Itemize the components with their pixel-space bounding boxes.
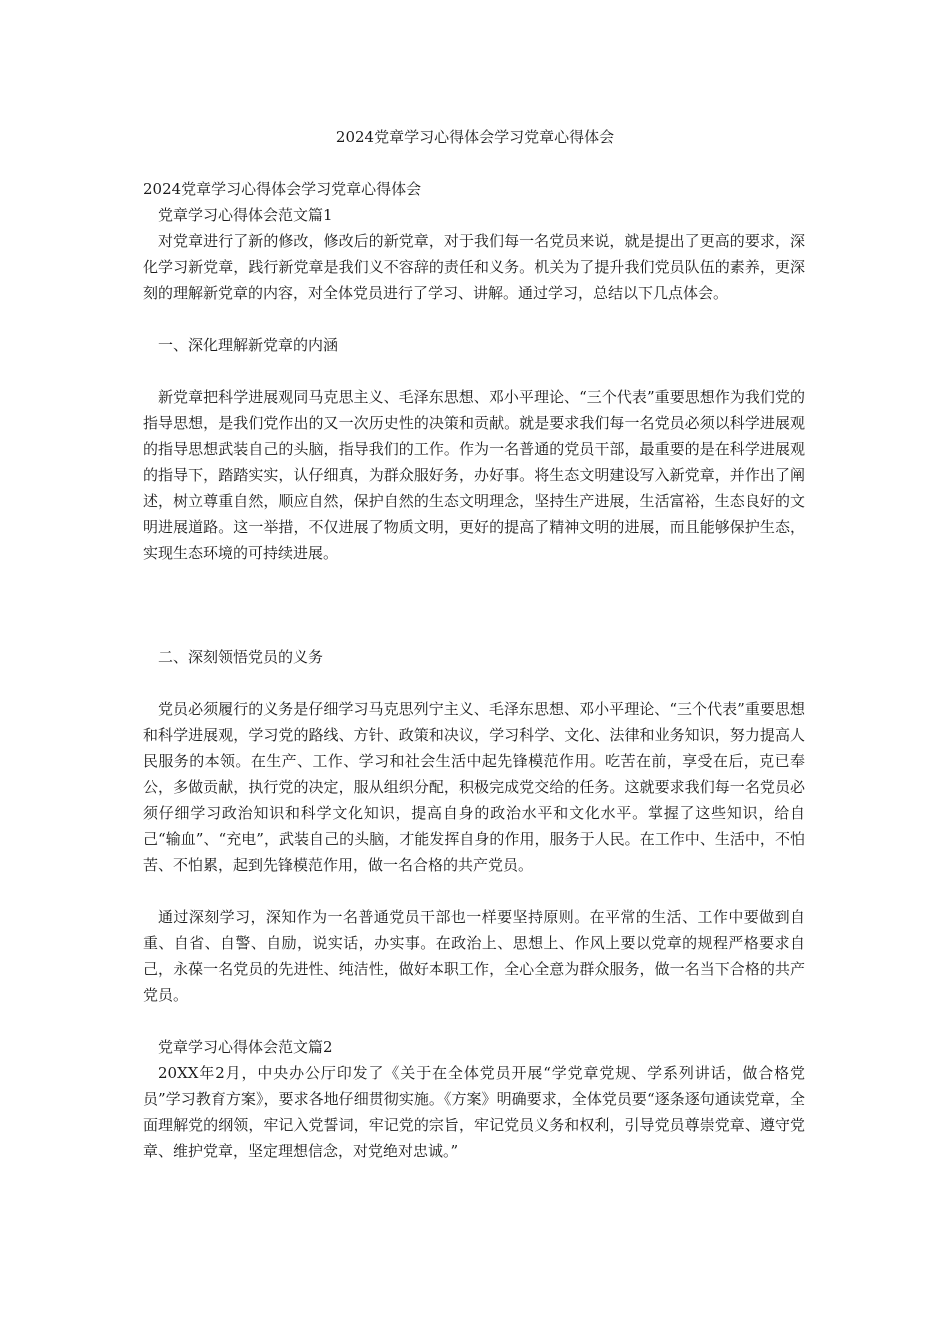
paragraph-5: 20XX年2月，中央办公厅印发了《关于在全体党员开展“学党章党规、学系列讲话，做合格党员”学习教育方案》，要求各地仔细贯彻实施。《方案》明确要求，全体党员要“逐条逐句通读党章，全面理解党的纲领，牢记入党誓词，牢记党的宗旨，牢记党员义务和权利，引导党员尊崇党章、遵守党章、维护党章，坚定理想信念，对党绝对忠诚。”	[143, 1064, 805, 1160]
article-1-heading: 党章学习心得体会范文篇1	[158, 206, 333, 224]
paragraph-1: 对党章进行了新的修改，修改后的新党章，对于我们每一名党员来说，就是提出了更高的要求，深化学习新党章，践行新党章是我们义不容辞的责任和义务。机关为了提升我们党员队伍的素养，更深刻的理解新党章的内容，对全体党员进行了学习、讲解。通过学习，总结以下几点体会。	[143, 232, 805, 302]
paragraph-2: 新党章把科学进展观同马克思主义、毛泽东思想、邓小平理论、“三个代表”重要思想作为我们党的指导思想，是我们党作出的又一次历史性的决策和贡献。就是要求我们每一名党员必须以科学进展观的指导思想武装自己的头脑，指导我们的工作。作为一名普通的党员干部，最重要的是在科学进展观的指导下，踏踏实实，认仔细真，为群众服好务，办好事。将生态文明建设写入新党章，并作出了阐述，树立尊重自然，顺应自然，保护自然的生态文明理念，坚持生产进展，生活富裕，生态良好的文明进展道路。这一举措，不仅进展了物质文明，更好的提高了精神文明的进展，而且能够保护生态，实现生态环境的可持续进展。	[143, 388, 805, 562]
paragraph-3: 党员必须履行的义务是仔细学习马克思列宁主义、毛泽东思想、邓小平理论、“三个代表”重要思想和科学进展观，学习党的路线、方针、政策和决议，学习科学、文化、法律和业务知识，努力提高人民服务的本领。在生产、工作、学习和社会生活中起先锋模范作用。吃苦在前，享受在后，克已奉公，多做贡献，执行党的决定，服从组织分配，积极完成党交给的任务。这就要求我们每一名党员必须仔细学习政治知识和科学文化知识，提高自身的政治水平和文化水平。掌握了这些知识，给自己“输血”、“充电”，武装自己的头脑，才能发挥自身的作用，服务于人民。在工作中、生活中，不怕苦、不怕累，起到先锋模范作用，做一名合格的共产党员。	[143, 700, 805, 874]
document-body	[143, 176, 805, 1164]
paragraph-4: 通过深刻学习，深知作为一名普通党员干部也一样要坚持原则。在平常的生活、工作中要做到自重、自省、自警、自励，说实话，办实事。在政治上、思想上、作风上要以党章的规程严格要求自己，永葆一名党员的先进性、纯洁性，做好本职工作，全心全意为群众服务，做一名当下合格的共产党员。	[143, 908, 805, 1004]
document-title: 2024党章学习心得体会学习党章心得体会	[335, 128, 615, 146]
document-subtitle: 2024党章学习心得体会学习党章心得体会	[143, 180, 422, 198]
section-2-heading: 二、深刻领悟党员的义务	[158, 648, 324, 666]
article-2-heading: 党章学习心得体会范文篇2	[158, 1038, 333, 1056]
section-1-heading: 一、深化理解新党章的内涵	[158, 336, 339, 354]
